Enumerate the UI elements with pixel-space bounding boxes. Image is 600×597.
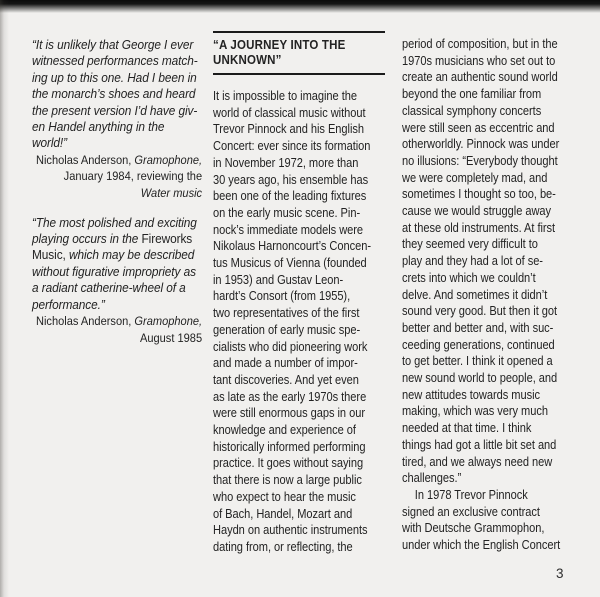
article-text-column-2: period of composition, but in the 1970s musicians who set out to create an authentic sound world beyond the one familiar from classical symphony concerts were still seen as eccentric and otherworldly. Pinnock was under no illusions: “Everybody thought we were completely mad, and sometimes I thought so too, be- cause we would struggle away at these old instruments. At first they seemed very difficult to play and they had a lot of se- crets into which we couldn’t delve. And sometimes it didn’t sound very good. But then it got better and better and, with suc- ceeding generations, continued to get better. I think it opened a new sound world to people, and new attitudes towards music making, which was very much needed at that time. I think things had got a little bit set and tired, and we always need new challenges.” In 1978 Trevor Pinnock signed an exclusive contract with Deutsche Grammophon, under which the English Concert <box>402 36 561 553</box>
right-column <box>402 36 574 554</box>
scan-left-edge <box>0 0 9 597</box>
scan-top-edge <box>0 0 600 14</box>
review-attribution-2: Nicholas Anderson, Gramophone, August 1985 <box>35 314 203 345</box>
middle-column <box>213 31 385 556</box>
review-attribution-1: Nicholas Anderson, Gramophone, January 1984, reviewing the Water music <box>35 152 203 201</box>
article-title: “A JOURNEY INTO THE UNKNOWN” <box>213 37 346 67</box>
review-quote-1: “It is unlikely that George I ever witnessed performances match- ing up to this one. Had I been in the monarch’s shoes and heard the present version I’d have giv- en Handel anything in the world!” <box>32 37 198 151</box>
review-quote-2: “The most polished and exciting playing occurs in the Fireworks Music, which may be described without figurative impropriety as a radiant catherine-wheel of a performance.” <box>32 214 197 312</box>
article-text-column-1: It is impossible to imagine the world of classical music without Trevor Pinnock and his English Concert: ever since its formation in November 1972, more than 30 years ago, his ensemble has been one of the leading fixtures on the early music scene. Pin- nock’s immediate models were Nikolaus Harnoncourt’s Concen- tus Musicus of Vienna (founded in 1953) and Gustav Leon- hardt’s Consort (from 1955), two representatives of the first generation of early music spe- cialists who did pioneering work and made a number of impor- tant discoveries. And yet even as late as the early 1970s there were still enormous gaps in our knowledge and experience of historically informed performing practice. It goes without saying that there is now a large public who expect to hear the music of Bach, Handel, Mozart and Haydn on authentic instruments dating from, or reflecting, the <box>213 88 371 554</box>
left-column <box>32 37 202 346</box>
page-number: 3 <box>556 566 564 581</box>
heading-rule-bottom <box>213 73 385 75</box>
